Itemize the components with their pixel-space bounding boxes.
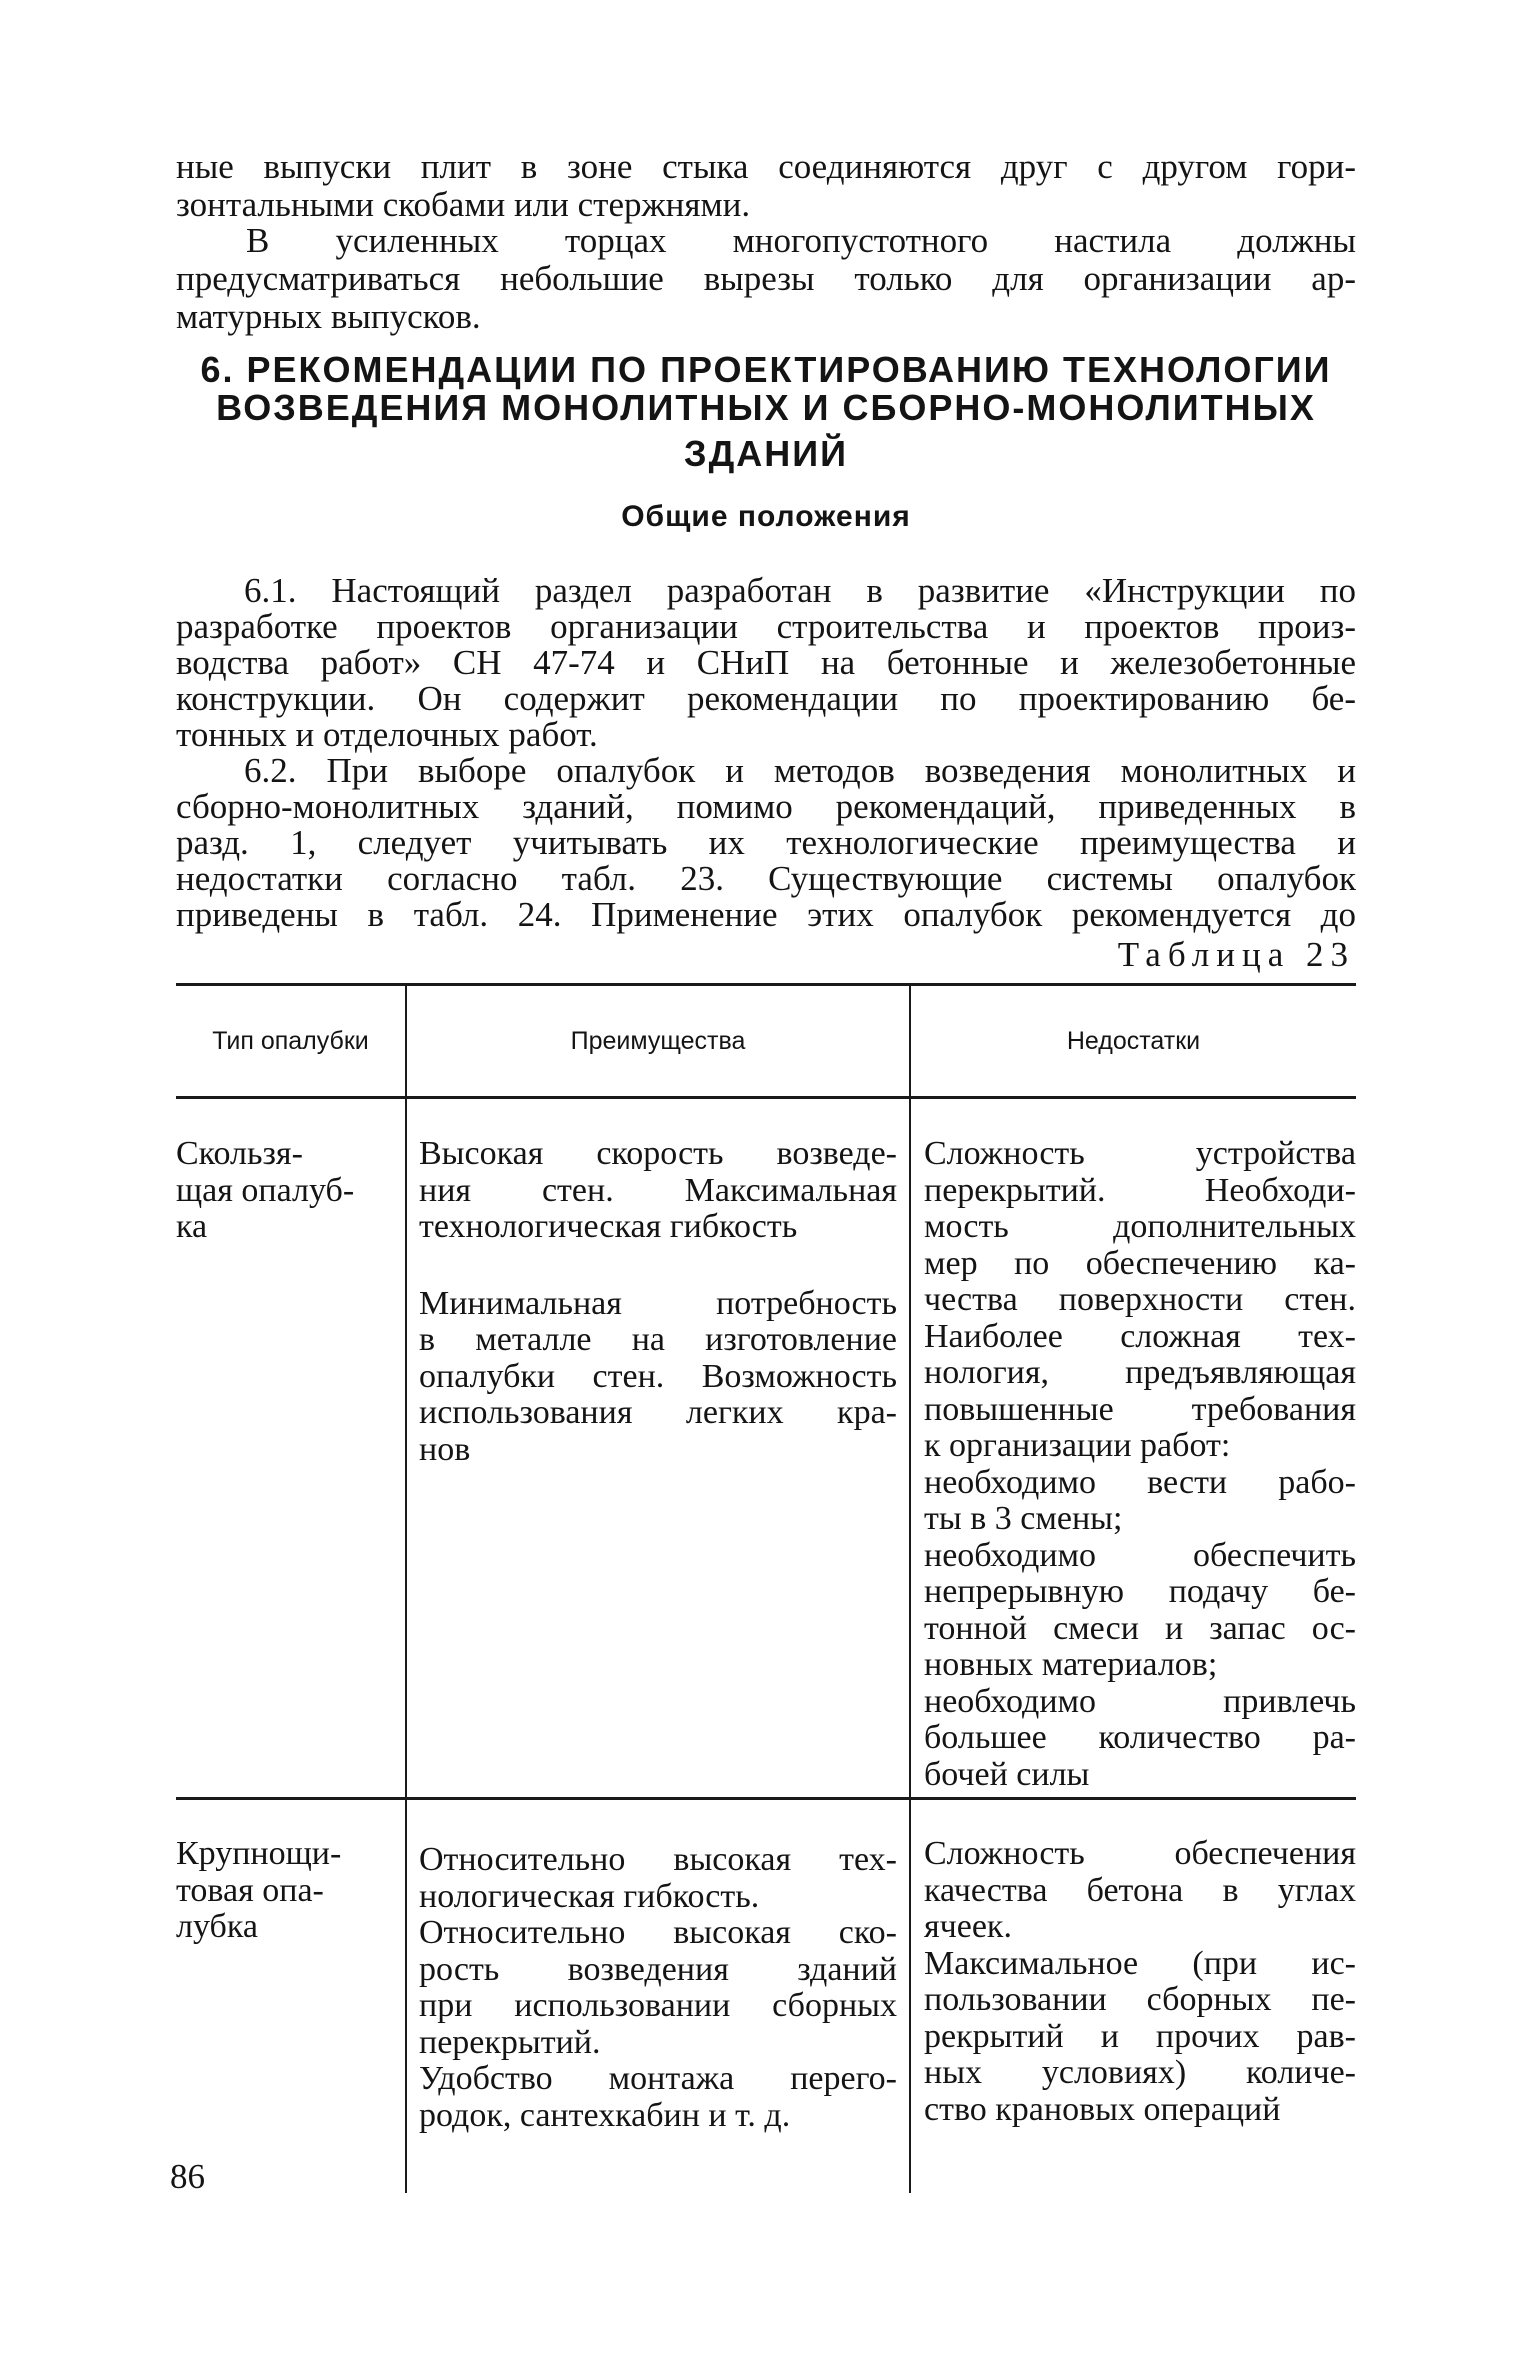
section-title-line-3: ЗДАНИЙ xyxy=(684,433,848,474)
table-cell-advantages xyxy=(419,1136,897,1468)
cell-line: Максимальное (при ис- xyxy=(924,1944,1356,1982)
text-line: недостатки согласно табл. 23. Существующие системы опалубок xyxy=(176,859,1356,898)
table-column-rule xyxy=(909,983,911,2193)
table-row-rule xyxy=(176,1797,1356,1800)
cell-line: при использовании сборных xyxy=(419,1987,897,2024)
section-title-line-2: ВОЗВЕДЕНИЯ МОНОЛИТНЫХ И СБОРНО-МОНОЛИТНЫХ xyxy=(216,387,1316,428)
cell-line: Сложность устройства xyxy=(924,1135,1356,1172)
section-title-line-1: 6. РЕКОМЕНДАЦИИ ПО ПРОЕКТИРОВАНИЮ ТЕХНОЛОГИИ xyxy=(200,349,1332,390)
cell-line: Относительно высокая ско- xyxy=(419,1914,897,1951)
cell-line: необходимо привлечь xyxy=(924,1682,1356,1720)
text-line: В усиленных торцах многопустотного настила должны xyxy=(246,221,1356,260)
cell-line: Относительно высокая тех- xyxy=(419,1841,897,1878)
cell-line: непрерывную подачу бе- xyxy=(924,1573,1356,1610)
text-line: разработке проектов организации строительства и проектов произ- xyxy=(176,607,1356,646)
cell-line: Удобство монтажа перего- xyxy=(419,2060,897,2097)
text-line: тонных и отделочных работ. xyxy=(176,715,598,754)
cell-line: в металле на изготовление xyxy=(419,1321,897,1358)
cell-line: чества поверхности стен. xyxy=(924,1281,1356,1318)
table-cell-advantages xyxy=(419,1842,897,2134)
table-header-rule xyxy=(176,1096,1356,1099)
table-cell-type xyxy=(176,1136,391,1246)
cell-line: опалубки стен. Возможность xyxy=(419,1357,897,1395)
table-cell-type xyxy=(176,1836,391,1946)
text-line: предусматриваться небольшие вырезы только для организации ар- xyxy=(176,259,1356,298)
cell-line: необходимо вести рабо- xyxy=(924,1463,1356,1501)
cell-line: технологическая гибкость xyxy=(419,1208,798,1245)
cell-line: товая опа- xyxy=(176,1871,324,1909)
cell-line: ты в 3 смены; xyxy=(924,1500,1123,1537)
text-line: 6.2. При выборе опалубок и методов возведения монолитных и xyxy=(244,751,1356,790)
cell-line: Наиболее сложная тех- xyxy=(924,1317,1356,1355)
table-cell-disadvantages xyxy=(924,1836,1356,2128)
text-line: зонтальными скобами или стержнями. xyxy=(176,185,751,224)
text-line: матурных выпусков. xyxy=(176,297,481,336)
cell-line: лубка xyxy=(176,1908,258,1945)
text-line: приведены в табл. 24. Применение этих опалубок рекомендуется до xyxy=(176,895,1356,934)
cell-line: к организации работ: xyxy=(924,1427,1231,1464)
cell-line: ячеек. xyxy=(924,1908,1012,1945)
cell-line: большее количество ра- xyxy=(924,1719,1356,1756)
cell-line: тонной смеси и запас ос- xyxy=(924,1609,1356,1647)
text-line: сборно-монолитных зданий, помимо рекомендаций, приведенных в xyxy=(176,787,1356,826)
cell-line: новных материалов; xyxy=(924,1646,1218,1683)
cell-line: Сложность обеспечения xyxy=(924,1835,1356,1872)
table-label: Таблица 23 xyxy=(1117,935,1355,974)
cell-line: нов xyxy=(419,1430,471,1468)
text-line: водства работ» СН 47-74 и СНиП на бетонные и железобетонные xyxy=(176,643,1356,682)
table-header-disadvantages: Недостатки xyxy=(1066,1027,1201,1055)
table-header-advantages: Преимущества xyxy=(570,1027,746,1055)
table-cell-disadvantages xyxy=(924,1136,1356,1793)
subsection-title: Общие положения xyxy=(621,500,911,533)
page-number: 86 xyxy=(170,2157,205,2196)
table-column-rule xyxy=(405,983,407,2193)
cell-line: рекрытий и прочих рав- xyxy=(924,2017,1356,2055)
cell-line: Минимальная потребность xyxy=(419,1284,897,1322)
cell-line: мер по обеспечению ка- xyxy=(924,1244,1356,1282)
cell-line: бочей силы xyxy=(924,1755,1090,1793)
cell-line: ных условиях) количе- xyxy=(924,2054,1356,2091)
cell-line: перекрытий. Необходи- xyxy=(924,1171,1356,1209)
cell-line: мость дополнительных xyxy=(924,1208,1356,1245)
cell-line: родок, сантехкабин и т. д. xyxy=(419,2096,791,2134)
cell-line: использования легких кра- xyxy=(419,1394,897,1431)
cell-line: необходимо обеспечить xyxy=(924,1536,1356,1574)
cell-line: щая опалуб- xyxy=(176,1171,355,1209)
cell-line: качества бетона в углах xyxy=(924,1871,1356,1909)
text-line: ные выпуски плит в зоне стыка соединяются друг с другом гори- xyxy=(176,147,1356,186)
cell-line: повышенные требования xyxy=(924,1390,1356,1428)
cell-line: ния стен. Максимальная xyxy=(419,1171,897,1209)
cell-line: нологическая гибкость. xyxy=(419,1877,760,1915)
text-line: конструкции. Он содержит рекомендации по проектированию бе- xyxy=(176,679,1356,718)
cell-line: пользовании сборных пе- xyxy=(924,1981,1356,2018)
cell-line: Высокая скорость возведе- xyxy=(419,1135,897,1172)
table-header-type: Тип опалубки xyxy=(212,1027,369,1055)
cell-line: Крупнощи- xyxy=(176,1835,342,1872)
text-line: 6.1. Настоящий раздел разработан в развитие «Инструкции по xyxy=(244,571,1356,610)
table-top-rule xyxy=(176,983,1356,986)
cell-line: нология, предъявляющая xyxy=(924,1354,1356,1391)
cell-line: ка xyxy=(176,1208,208,1245)
cell-line: Скользя- xyxy=(176,1135,303,1172)
text-line: разд. 1, следует учитывать их технологические преимущества и xyxy=(176,823,1356,862)
cell-line: ство крановых операций xyxy=(924,2090,1281,2128)
cell-line: перекрытий. xyxy=(419,2023,601,2061)
cell-line: рость возведения зданий xyxy=(419,1950,897,1988)
